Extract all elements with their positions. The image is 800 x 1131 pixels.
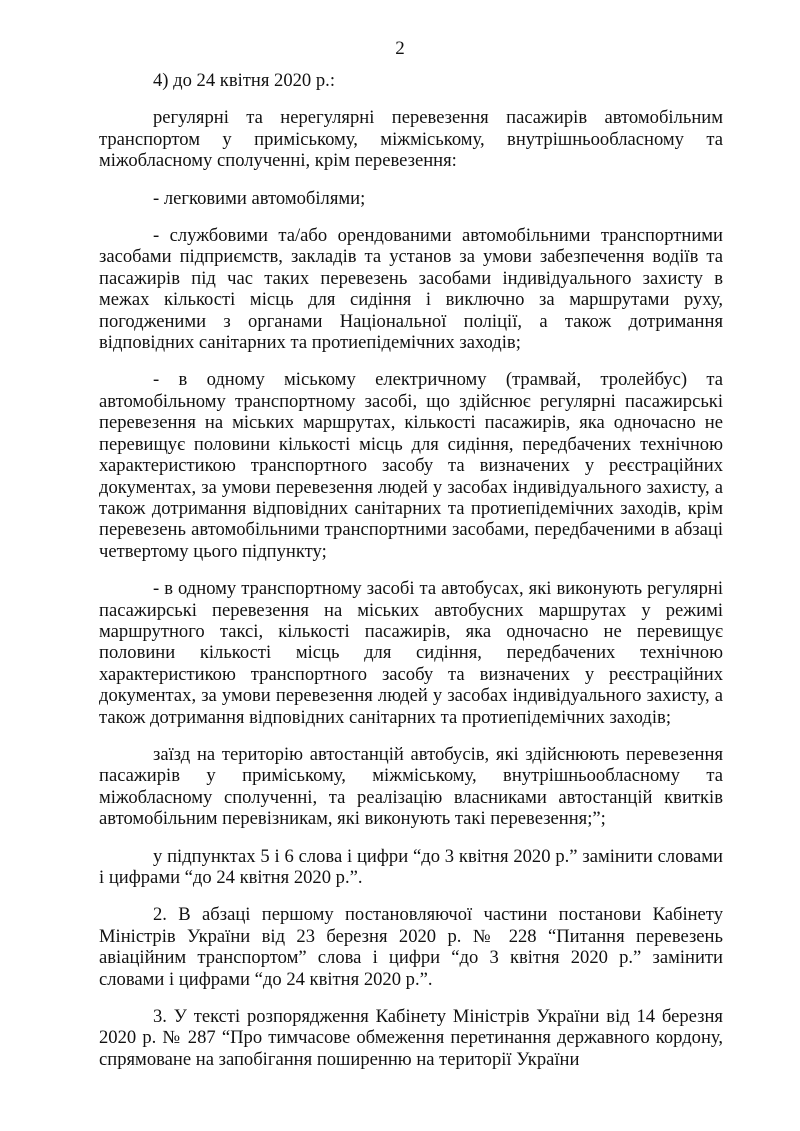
paragraph-point-3: 3. У тексті розпорядження Кабінету Міністрів України від 14 березня 2020 р. № 287 “Про тимчасове обмеження перетинання державного кордону, спрямоване на запобігання поширенню на території України bbox=[99, 1006, 723, 1070]
paragraph-item-4-heading: 4) до 24 квітня 2020 р.: bbox=[153, 70, 335, 91]
page-number: 2 bbox=[395, 38, 405, 59]
paragraph-exception-minibus: - в одному транспортному засобі та автобусах, які виконують регулярні пасажирські перевезення на міських автобусних маршрутах у режимі маршрутного таксі, кількості пасажирів, яка одночасно не перевищує половини кількості місць для сидіння, передбачених технічною характеристикою транспортного засобу та визначених у реєстраційних документах, за умови перевезення людей у засобах індивідуального захисту, а також дотримання відповідних санітарних та протиепідемічних заходів; bbox=[99, 578, 723, 728]
paragraph-exception-cars: - легковими автомобілями; bbox=[153, 187, 366, 209]
document-body bbox=[99, 70, 723, 1085]
paragraph-exception-service-vehicles: - службовими та/або орендованими автомобільними транспортними засобами підприємств, закладів та установ за умови забезпечення водіїв та пасажирів під час таких перевезень засобами індивідуального захисту в межах кількості місць для сидіння і виключно за маршрутами руху, погодженими з органами Національної поліції, а також дотримання відповідних санітарних та протиепідемічних заходів; bbox=[99, 225, 723, 354]
paragraph-exception-city-electric: - в одному міському електричному (трамвай, тролейбус) та автомобільному транспортному засобі, що здійснює регулярні пасажирські перевезення на міських маршрутах, кількості пасажирів, яка одночасно не перевищує половини кількості місць для сидіння, передбачених технічною характеристикою транспортного засобу та визначених у реєстраційних документах, за умови перевезення людей у засобах індивідуального захисту, а також дотримання відповідних санітарних та протиепідемічних заходів, крім перевезень автомобільними транспортними засобами, передбаченими в абзаці четвертому цього підпункту; bbox=[99, 369, 723, 562]
paragraph-transport-ban: регулярні та нерегулярні перевезення пасажирів автомобільним транспортом у приміському, міжміському, внутрішньообласному та міжобласному сполученні, крім перевезення: bbox=[99, 107, 723, 172]
paragraph-bus-stations: заїзд на територію автостанцій автобусів, які здійснюють перевезення пасажирів у приміському, міжміському, внутрішньообласному та міжобласному сполученні, та реалізацію власниками автостанцій квитків автомобільним перевізникам, які виконують такі перевезення;”; bbox=[99, 743, 723, 830]
paragraph-point-2: 2. В абзаці першому постановляючої частини постанови Кабінету Міністрів України від 23 березня 2020 р. № 228 “Питання перевезень авіаційним транспортом” слова і цифри “до 3 квітня 2020 р.” замінити словами і цифрами “до 24 квітня 2020 р.”. bbox=[99, 904, 723, 990]
paragraph-subitems-5-6: у підпунктах 5 і 6 слова і цифри “до 3 квітня 2020 р.” замінити словами і цифрами “до 24 квітня 2020 р.”. bbox=[99, 845, 723, 888]
